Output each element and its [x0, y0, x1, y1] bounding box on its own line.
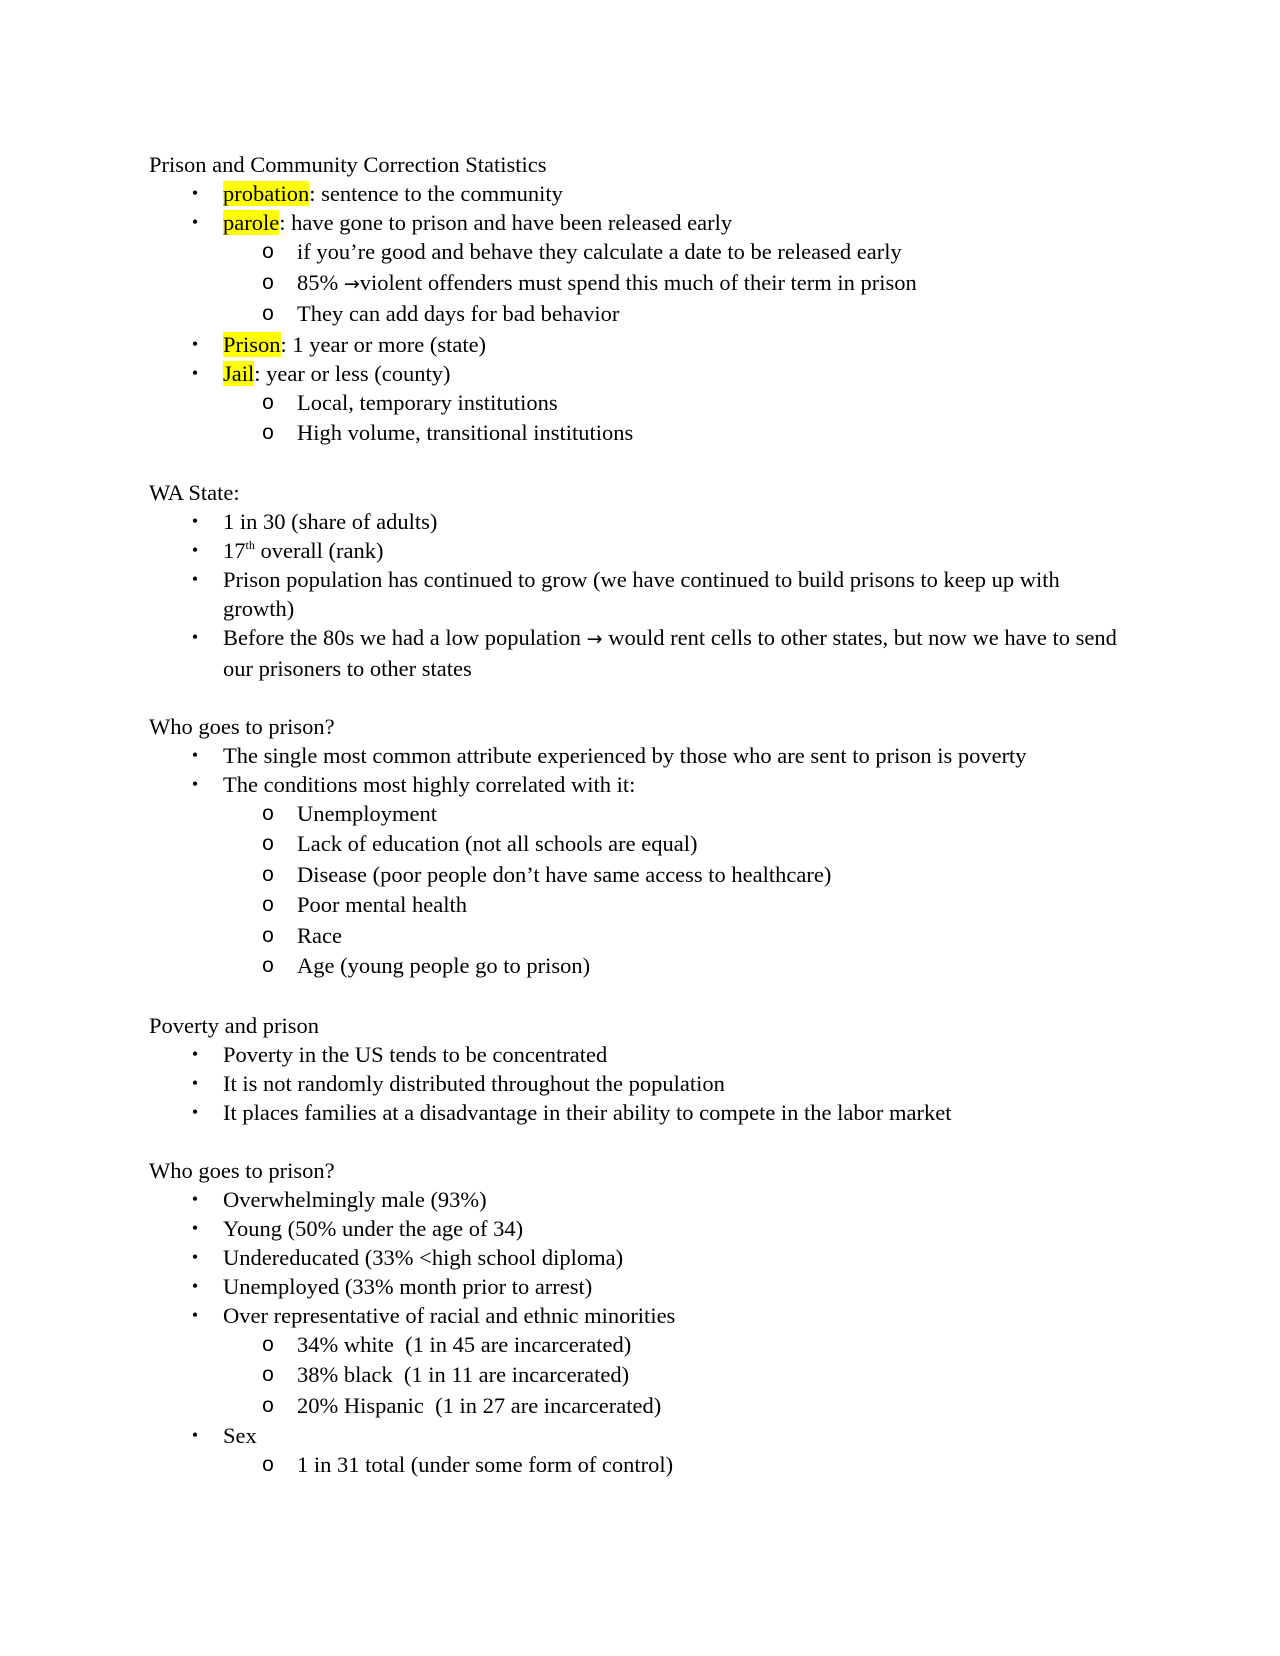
bullet-icon: •	[191, 1072, 199, 1093]
sub-item-text: High volume, transitional institutions	[297, 420, 634, 445]
sub-list	[149, 1330, 1129, 1422]
item-text: Sex	[223, 1423, 257, 1448]
sub-list-item	[149, 829, 1129, 860]
sub-list-item	[149, 921, 1129, 952]
bullet-icon: •	[191, 333, 199, 354]
sub-list-item	[149, 418, 1129, 449]
superscript-text: th	[245, 537, 255, 552]
bullet-icon: •	[191, 183, 199, 203]
sub-item-text: Race	[297, 922, 342, 948]
sub-item-text: Unemployment	[297, 800, 437, 826]
sub-list-item	[149, 388, 1129, 419]
item-text: overall (rank)	[254, 537, 384, 563]
bullet-icon: •	[191, 626, 199, 647]
sub-item-text: 34% white (1 in 45 are incarcerated)	[297, 1331, 632, 1357]
sub-item-text: 1 in 31 total (under some form of control)	[297, 1452, 674, 1477]
circle-bullet-icon: o	[262, 421, 274, 444]
sub-item-text: Lack of education (not all schools are equal)	[297, 831, 698, 856]
circle-bullet-icon: o	[262, 1363, 274, 1386]
sub-list-item	[149, 860, 1129, 891]
sub-list	[149, 237, 1129, 330]
list-item	[149, 741, 1129, 770]
bullet-list	[149, 1185, 1129, 1481]
sub-item-text: Age (young people go to prison)	[297, 953, 591, 978]
item-text: Unemployed (33% month prior to arrest)	[223, 1273, 593, 1299]
list-item	[149, 359, 1129, 449]
list-item	[149, 623, 1129, 683]
sub-list-item	[149, 1360, 1129, 1391]
bullet-icon: •	[191, 1188, 199, 1209]
definition-text: : have gone to prison and have been released early	[279, 210, 733, 235]
bullet-icon: •	[191, 744, 199, 765]
bullet-icon: •	[191, 510, 199, 531]
item-text: Undereducated (33% <high school diploma)	[223, 1244, 624, 1270]
bullet-icon: •	[191, 1304, 199, 1325]
circle-bullet-icon: o	[262, 240, 274, 263]
circle-bullet-icon: o	[262, 801, 274, 825]
bullet-list	[149, 1040, 1129, 1127]
item-text: Overwhelmingly male (93%)	[223, 1186, 487, 1212]
item-text: 17	[223, 537, 246, 563]
section-heading: Prison and Community Correction Statistics	[149, 152, 547, 177]
sub-list-item	[149, 1330, 1129, 1361]
list-item	[149, 1243, 1129, 1272]
circle-bullet-icon: o	[262, 1332, 274, 1356]
item-text: Over representative of racial and ethnic minorities	[223, 1302, 676, 1328]
bullet-list	[149, 179, 1129, 449]
item-text: would rent cells to other states, but now we have to send our prisoners to other states	[223, 624, 1117, 681]
item-text: Before the 80s we had a low population	[223, 624, 587, 650]
list-item	[149, 208, 1129, 330]
list-item	[149, 1185, 1129, 1214]
section-heading: WA State:	[149, 479, 240, 505]
definition-text: : 1 year or more (state)	[280, 331, 487, 357]
definition-text: : sentence to the community	[309, 181, 563, 206]
sub-item-text: 38% black (1 in 11 are incarcerated)	[297, 1362, 630, 1387]
circle-bullet-icon: o	[262, 954, 274, 977]
bullet-icon: •	[191, 1101, 199, 1122]
sub-list-item	[149, 299, 1129, 330]
circle-bullet-icon: o	[262, 270, 274, 294]
item-text: The conditions most highly correlated with it:	[223, 771, 636, 797]
circle-bullet-icon: o	[262, 893, 274, 916]
bullet-icon: •	[191, 568, 199, 589]
arrow-right-icon: →	[343, 272, 360, 295]
circle-bullet-icon: o	[262, 302, 274, 325]
highlighted-term: parole	[223, 210, 280, 235]
bullet-icon: •	[191, 1246, 199, 1267]
sub-item-text: Local, temporary institutions	[297, 389, 558, 415]
list-item	[149, 1272, 1129, 1301]
bullet-icon: •	[191, 539, 199, 560]
item-text: It places families at a disadvantage in their ability to compete in the labor market	[223, 1099, 952, 1125]
sub-list	[149, 1450, 1129, 1481]
sub-list-item	[149, 799, 1129, 830]
bullet-icon: •	[191, 362, 199, 383]
sub-item-text: Disease (poor people don’t have same access to healthcare)	[297, 861, 832, 887]
highlighted-term: probation	[223, 181, 310, 206]
list-item	[149, 179, 1129, 208]
bullet-list	[149, 507, 1129, 683]
section-heading: Poverty and prison	[149, 1012, 319, 1038]
list-item	[149, 1098, 1129, 1127]
document-body	[149, 150, 1129, 1481]
paragraph-gap	[149, 1127, 1129, 1156]
bullet-icon: •	[191, 1217, 199, 1238]
item-text: 1 in 30 (share of adults)	[223, 508, 438, 534]
bullet-icon: •	[191, 773, 199, 794]
highlighted-term: Prison	[223, 331, 281, 357]
list-item	[149, 1301, 1129, 1422]
circle-bullet-icon: o	[262, 862, 274, 886]
list-item	[149, 1040, 1129, 1069]
list-item	[149, 507, 1129, 536]
sub-list-item	[149, 1391, 1129, 1422]
bullet-icon: •	[191, 212, 199, 232]
list-item	[149, 770, 1129, 982]
sub-list-item	[149, 237, 1129, 268]
list-item	[149, 330, 1129, 359]
bullet-list	[149, 741, 1129, 982]
section-heading: Who goes to prison?	[149, 1157, 335, 1183]
sub-list	[149, 388, 1129, 449]
sub-item-text: violent offenders must spend this much of their term in prison	[359, 269, 917, 295]
item-text: The single most common attribute experienced by those who are sent to prison is poverty	[223, 742, 1027, 768]
item-text: It is not randomly distributed throughout the population	[223, 1070, 725, 1096]
highlighted-term: Jail	[223, 360, 255, 386]
sub-item-text: Poor mental health	[297, 892, 467, 917]
bullet-icon: •	[191, 1275, 199, 1296]
paragraph-gap	[149, 683, 1129, 712]
bullet-icon: •	[191, 1043, 199, 1064]
list-item	[149, 1421, 1129, 1481]
circle-bullet-icon: o	[262, 390, 274, 414]
sub-list	[149, 799, 1129, 982]
bullet-icon: •	[191, 1425, 199, 1445]
circle-bullet-icon: o	[262, 1453, 274, 1476]
sub-list-item	[149, 890, 1129, 921]
paragraph-gap	[149, 449, 1129, 478]
section-heading: Who goes to prison?	[149, 713, 335, 739]
sub-item-text: 20% Hispanic (1 in 27 are incarcerated)	[297, 1392, 662, 1418]
arrow-right-icon: →	[586, 627, 603, 650]
item-text: Poverty in the US tends to be concentrated	[223, 1041, 608, 1067]
item-text: Prison population has continued to grow (we have continued to build prisons to keep up with growth)	[223, 566, 1060, 621]
sub-item-text: if you’re good and behave they calculate a date to be released early	[297, 239, 902, 264]
circle-bullet-icon: o	[262, 923, 274, 947]
circle-bullet-icon: o	[262, 832, 274, 855]
sub-item-text: 85%	[297, 269, 344, 295]
list-item	[149, 1214, 1129, 1243]
item-text: Young (50% under the age of 34)	[223, 1215, 524, 1241]
sub-list-item	[149, 951, 1129, 982]
list-item	[149, 536, 1129, 565]
list-item	[149, 1069, 1129, 1098]
paragraph-gap	[149, 982, 1129, 1011]
sub-list-item	[149, 1450, 1129, 1481]
sub-item-text: They can add days for bad behavior	[297, 301, 620, 326]
definition-text: : year or less (county)	[254, 360, 451, 386]
sub-list-item	[149, 268, 1129, 300]
circle-bullet-icon: o	[262, 1393, 274, 1417]
list-item	[149, 565, 1129, 623]
